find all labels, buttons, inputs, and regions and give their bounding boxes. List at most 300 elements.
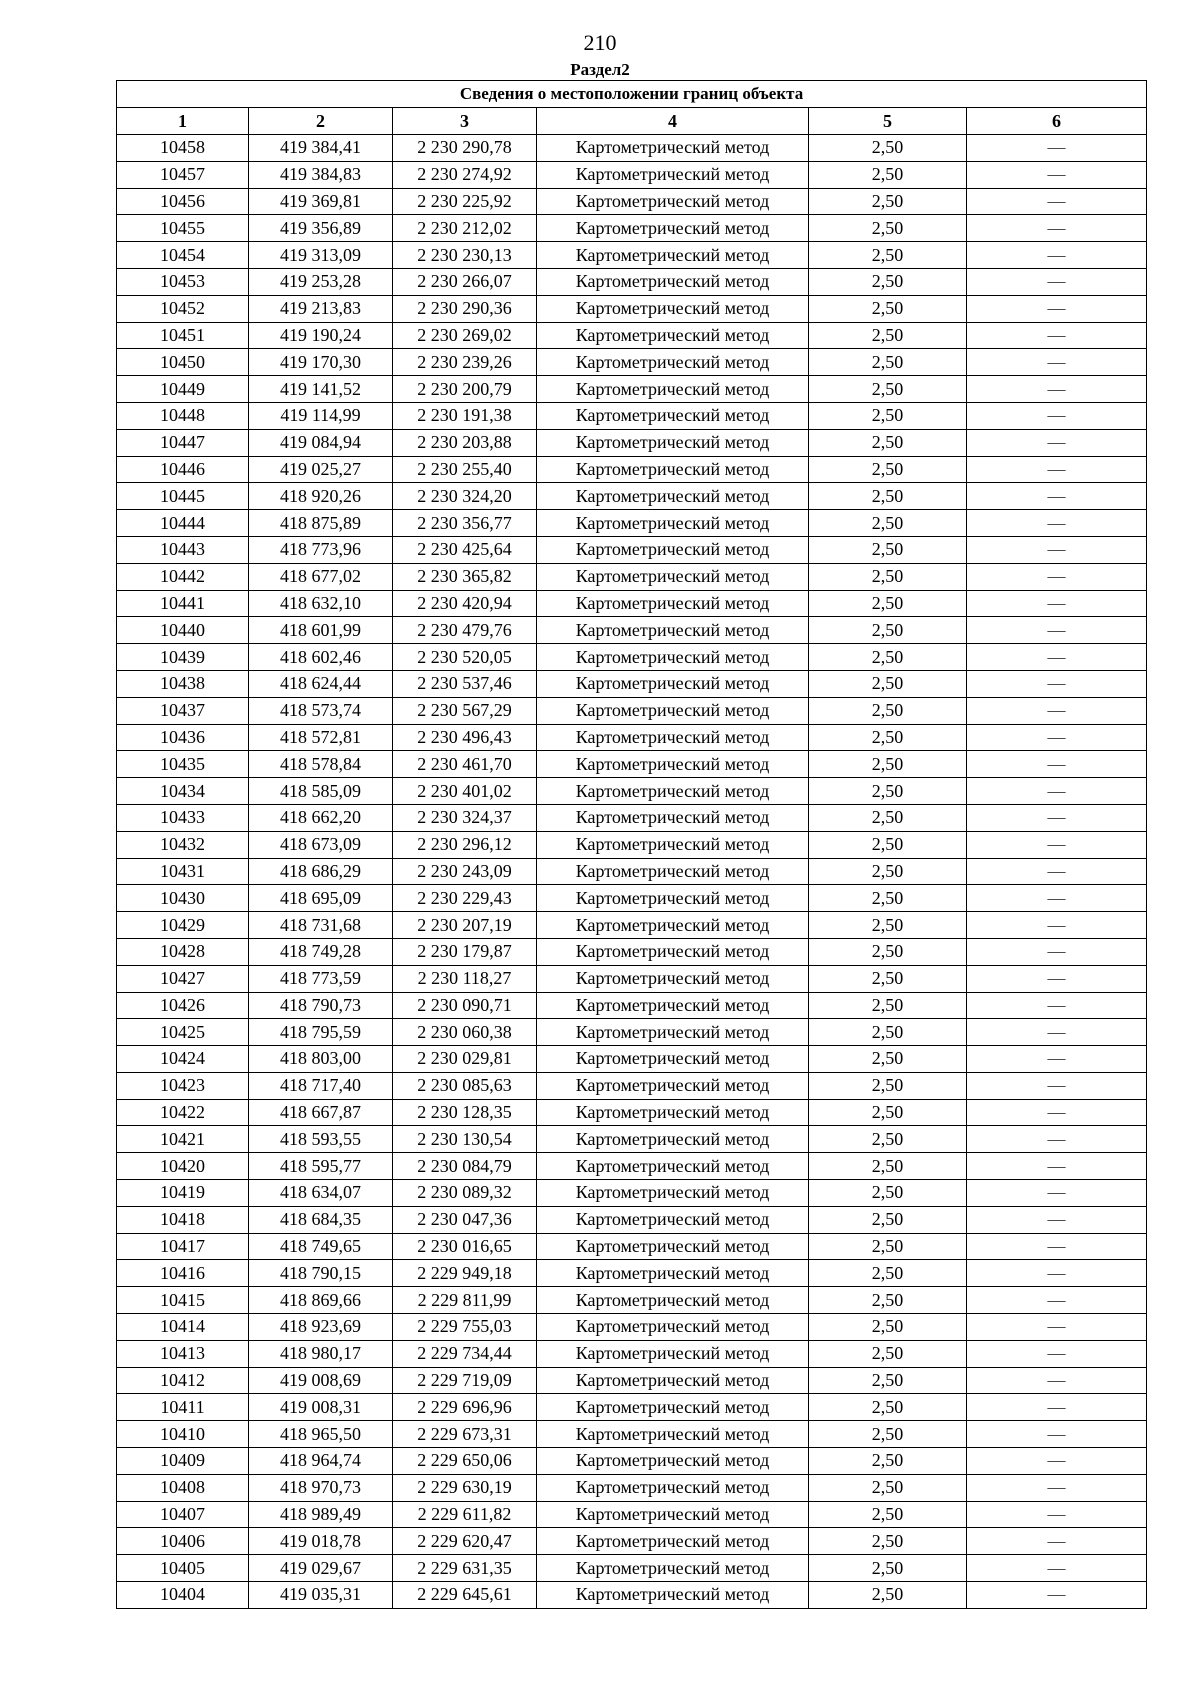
description-cell: — [967,429,1147,456]
description-cell: — [967,402,1147,429]
point-number-cell: 10443 [117,536,249,563]
y-coordinate-cell: 2 230 084,79 [393,1153,537,1180]
y-coordinate-cell: 2 229 719,09 [393,1367,537,1394]
point-number-cell: 10414 [117,1314,249,1341]
table-row [117,1314,1147,1341]
accuracy-cell: 2,50 [809,1072,967,1099]
x-coordinate-cell: 419 141,52 [249,376,393,403]
point-number-cell: 10427 [117,965,249,992]
table-row [117,724,1147,751]
table-row [117,1421,1147,1448]
description-cell: — [967,1421,1147,1448]
point-number-cell: 10454 [117,242,249,269]
point-number-cell: 10456 [117,188,249,215]
method-cell: Картометрический метод [537,1474,809,1501]
table-row [117,402,1147,429]
accuracy-cell: 2,50 [809,590,967,617]
method-cell: Картометрический метод [537,724,809,751]
method-cell: Картометрический метод [537,804,809,831]
table-row [117,1260,1147,1287]
table-row [117,1394,1147,1421]
x-coordinate-cell: 418 578,84 [249,751,393,778]
x-coordinate-cell: 418 595,77 [249,1153,393,1180]
method-cell: Картометрический метод [537,778,809,805]
y-coordinate-cell: 2 230 365,82 [393,563,537,590]
point-number-cell: 10453 [117,268,249,295]
description-cell: — [967,563,1147,590]
table-row [117,429,1147,456]
table-row [117,536,1147,563]
accuracy-cell: 2,50 [809,1340,967,1367]
x-coordinate-cell: 418 790,15 [249,1260,393,1287]
table-row [117,161,1147,188]
x-coordinate-cell: 418 677,02 [249,563,393,590]
description-cell: — [967,1260,1147,1287]
x-coordinate-cell: 418 717,40 [249,1072,393,1099]
x-coordinate-cell: 418 632,10 [249,590,393,617]
point-number-cell: 10421 [117,1126,249,1153]
method-cell: Картометрический метод [537,1555,809,1582]
table-row [117,322,1147,349]
description-cell: — [967,295,1147,322]
description-cell: — [967,965,1147,992]
point-number-cell: 10441 [117,590,249,617]
x-coordinate-cell: 419 025,27 [249,456,393,483]
point-number-cell: 10409 [117,1448,249,1475]
y-coordinate-cell: 2 230 324,20 [393,483,537,510]
x-coordinate-cell: 419 170,30 [249,349,393,376]
x-coordinate-cell: 418 920,26 [249,483,393,510]
description-cell: — [967,161,1147,188]
point-number-cell: 10407 [117,1501,249,1528]
x-coordinate-cell: 418 731,68 [249,912,393,939]
method-cell: Картометрический метод [537,349,809,376]
description-cell: — [967,1555,1147,1582]
table-row [117,135,1147,162]
x-coordinate-cell: 418 585,09 [249,778,393,805]
table-row [117,1287,1147,1314]
method-cell: Картометрический метод [537,215,809,242]
table-row [117,1555,1147,1582]
y-coordinate-cell: 2 230 212,02 [393,215,537,242]
accuracy-cell: 2,50 [809,429,967,456]
table-row [117,1501,1147,1528]
accuracy-cell: 2,50 [809,670,967,697]
y-coordinate-cell: 2 230 567,29 [393,697,537,724]
description-cell: — [967,804,1147,831]
table-row [117,483,1147,510]
method-cell: Картометрический метод [537,1019,809,1046]
x-coordinate-cell: 419 190,24 [249,322,393,349]
method-cell: Картометрический метод [537,1421,809,1448]
method-cell: Картометрический метод [537,402,809,429]
accuracy-cell: 2,50 [809,510,967,537]
description-cell: — [967,1019,1147,1046]
x-coordinate-cell: 418 686,29 [249,858,393,885]
point-number-cell: 10425 [117,1019,249,1046]
accuracy-cell: 2,50 [809,644,967,671]
description-cell: — [967,831,1147,858]
table-header-row [117,108,1147,135]
accuracy-cell: 2,50 [809,858,967,885]
method-cell: Картометрический метод [537,590,809,617]
y-coordinate-cell: 2 229 949,18 [393,1260,537,1287]
y-coordinate-cell: 2 229 620,47 [393,1528,537,1555]
y-coordinate-cell: 2 230 179,87 [393,938,537,965]
table-row [117,1072,1147,1099]
table-row [117,1233,1147,1260]
x-coordinate-cell: 418 749,65 [249,1233,393,1260]
page-number: 210 [583,30,617,55]
y-coordinate-cell: 2 230 191,38 [393,402,537,429]
description-cell: — [967,1367,1147,1394]
accuracy-cell: 2,50 [809,563,967,590]
description-cell: — [967,1233,1147,1260]
accuracy-cell: 2,50 [809,1153,967,1180]
table-row [117,1206,1147,1233]
table-row [117,1019,1147,1046]
point-number-cell: 10424 [117,1046,249,1073]
column-header: 3 [393,108,537,135]
accuracy-cell: 2,50 [809,322,967,349]
description-cell: — [967,1180,1147,1207]
description-cell: — [967,1582,1147,1609]
table-row [117,644,1147,671]
x-coordinate-cell: 418 695,09 [249,885,393,912]
description-cell: — [967,778,1147,805]
y-coordinate-cell: 2 230 425,64 [393,536,537,563]
accuracy-cell: 2,50 [809,295,967,322]
description-cell: — [967,268,1147,295]
method-cell: Картометрический метод [537,1448,809,1475]
table-row [117,1126,1147,1153]
y-coordinate-cell: 2 230 266,07 [393,268,537,295]
point-number-cell: 10455 [117,215,249,242]
x-coordinate-cell: 419 213,83 [249,295,393,322]
y-coordinate-cell: 2 229 650,06 [393,1448,537,1475]
point-number-cell: 10446 [117,456,249,483]
y-coordinate-cell: 2 230 461,70 [393,751,537,778]
table-row [117,376,1147,403]
point-number-cell: 10418 [117,1206,249,1233]
section-label: Раздел2 [570,60,630,79]
accuracy-cell: 2,50 [809,1314,967,1341]
accuracy-cell: 2,50 [809,242,967,269]
x-coordinate-cell: 418 773,59 [249,965,393,992]
x-coordinate-cell: 418 634,07 [249,1180,393,1207]
accuracy-cell: 2,50 [809,1367,967,1394]
accuracy-cell: 2,50 [809,1421,967,1448]
x-coordinate-cell: 418 869,66 [249,1287,393,1314]
point-number-cell: 10405 [117,1555,249,1582]
y-coordinate-cell: 2 230 290,36 [393,295,537,322]
column-header: 4 [537,108,809,135]
description-cell: — [967,858,1147,885]
table-row [117,1340,1147,1367]
x-coordinate-cell: 418 624,44 [249,670,393,697]
method-cell: Картометрический метод [537,644,809,671]
point-number-cell: 10436 [117,724,249,751]
description-cell: — [967,242,1147,269]
y-coordinate-cell: 2 230 090,71 [393,992,537,1019]
point-number-cell: 10422 [117,1099,249,1126]
table-row [117,456,1147,483]
x-coordinate-cell: 419 008,31 [249,1394,393,1421]
point-number-cell: 10434 [117,778,249,805]
point-number-cell: 10447 [117,429,249,456]
table-row [117,1099,1147,1126]
y-coordinate-cell: 2 229 645,61 [393,1582,537,1609]
description-cell: — [967,1072,1147,1099]
table-row [117,1448,1147,1475]
method-cell: Картометрический метод [537,1072,809,1099]
table-row [117,858,1147,885]
accuracy-cell: 2,50 [809,215,967,242]
point-number-cell: 10428 [117,938,249,965]
x-coordinate-cell: 418 601,99 [249,617,393,644]
method-cell: Картометрический метод [537,268,809,295]
y-coordinate-cell: 2 230 016,65 [393,1233,537,1260]
method-cell: Картометрический метод [537,1126,809,1153]
accuracy-cell: 2,50 [809,1474,967,1501]
table-row [117,349,1147,376]
method-cell: Картометрический метод [537,1394,809,1421]
table-row [117,1153,1147,1180]
accuracy-cell: 2,50 [809,1260,967,1287]
x-coordinate-cell: 418 790,73 [249,992,393,1019]
table-row [117,992,1147,1019]
description-cell: — [967,1314,1147,1341]
accuracy-cell: 2,50 [809,402,967,429]
description-cell: — [967,1474,1147,1501]
y-coordinate-cell: 2 229 734,44 [393,1340,537,1367]
accuracy-cell: 2,50 [809,751,967,778]
description-cell: — [967,644,1147,671]
method-cell: Картометрический метод [537,1046,809,1073]
column-header: 5 [809,108,967,135]
point-number-cell: 10457 [117,161,249,188]
description-cell: — [967,1046,1147,1073]
description-cell: — [967,1448,1147,1475]
description-cell: — [967,322,1147,349]
accuracy-cell: 2,50 [809,1180,967,1207]
x-coordinate-cell: 418 965,50 [249,1421,393,1448]
method-cell: Картометрический метод [537,295,809,322]
table-row [117,1528,1147,1555]
accuracy-cell: 2,50 [809,1528,967,1555]
table-row [117,215,1147,242]
y-coordinate-cell: 2 229 611,82 [393,1501,537,1528]
point-number-cell: 10451 [117,322,249,349]
table-caption: Сведения о местоположении границ объекта [117,81,1147,108]
point-number-cell: 10440 [117,617,249,644]
table-row [117,831,1147,858]
y-coordinate-cell: 2 230 128,35 [393,1099,537,1126]
y-coordinate-cell: 2 229 631,35 [393,1555,537,1582]
description-cell: — [967,1126,1147,1153]
y-coordinate-cell: 2 230 089,32 [393,1180,537,1207]
y-coordinate-cell: 2 230 324,37 [393,804,537,831]
x-coordinate-cell: 418 803,00 [249,1046,393,1073]
method-cell: Картометрический метод [537,1582,809,1609]
point-number-cell: 10432 [117,831,249,858]
description-cell: — [967,349,1147,376]
y-coordinate-cell: 2 230 130,54 [393,1126,537,1153]
table-body [117,135,1147,1609]
accuracy-cell: 2,50 [809,349,967,376]
table-row [117,268,1147,295]
method-cell: Картометрический метод [537,161,809,188]
x-coordinate-cell: 418 795,59 [249,1019,393,1046]
description-cell: — [967,1394,1147,1421]
accuracy-cell: 2,50 [809,1126,967,1153]
x-coordinate-cell: 419 084,94 [249,429,393,456]
y-coordinate-cell: 2 230 274,92 [393,161,537,188]
method-cell: Картометрический метод [537,965,809,992]
method-cell: Картометрический метод [537,429,809,456]
y-coordinate-cell: 2 229 755,03 [393,1314,537,1341]
accuracy-cell: 2,50 [809,885,967,912]
method-cell: Картометрический метод [537,135,809,162]
accuracy-cell: 2,50 [809,938,967,965]
method-cell: Картометрический метод [537,1233,809,1260]
accuracy-cell: 2,50 [809,1555,967,1582]
table-row [117,1180,1147,1207]
description-cell: — [967,510,1147,537]
point-number-cell: 10435 [117,751,249,778]
description-cell: — [967,751,1147,778]
y-coordinate-cell: 2 230 290,78 [393,135,537,162]
table-row [117,804,1147,831]
description-cell: — [967,376,1147,403]
x-coordinate-cell: 419 114,99 [249,402,393,429]
table-row [117,617,1147,644]
y-coordinate-cell: 2 229 811,99 [393,1287,537,1314]
y-coordinate-cell: 2 229 630,19 [393,1474,537,1501]
x-coordinate-cell: 418 573,74 [249,697,393,724]
method-cell: Картометрический метод [537,1099,809,1126]
method-cell: Картометрический метод [537,1180,809,1207]
method-cell: Картометрический метод [537,751,809,778]
accuracy-cell: 2,50 [809,778,967,805]
point-number-cell: 10412 [117,1367,249,1394]
accuracy-cell: 2,50 [809,1501,967,1528]
point-number-cell: 10452 [117,295,249,322]
x-coordinate-cell: 419 018,78 [249,1528,393,1555]
accuracy-cell: 2,50 [809,724,967,751]
point-number-cell: 10415 [117,1287,249,1314]
table-row [117,510,1147,537]
method-cell: Картометрический метод [537,188,809,215]
column-header: 1 [117,108,249,135]
y-coordinate-cell: 2 230 230,13 [393,242,537,269]
description-cell: — [967,1528,1147,1555]
x-coordinate-cell: 419 253,28 [249,268,393,295]
method-cell: Картометрический метод [537,938,809,965]
y-coordinate-cell: 2 230 118,27 [393,965,537,992]
accuracy-cell: 2,50 [809,1394,967,1421]
y-coordinate-cell: 2 230 229,43 [393,885,537,912]
table-row [117,912,1147,939]
method-cell: Картометрический метод [537,670,809,697]
point-number-cell: 10416 [117,1260,249,1287]
point-number-cell: 10413 [117,1340,249,1367]
x-coordinate-cell: 418 970,73 [249,1474,393,1501]
x-coordinate-cell: 418 602,46 [249,644,393,671]
x-coordinate-cell: 419 008,69 [249,1367,393,1394]
x-coordinate-cell: 418 749,28 [249,938,393,965]
description-cell: — [967,617,1147,644]
table-row [117,1474,1147,1501]
accuracy-cell: 2,50 [809,1046,967,1073]
accuracy-cell: 2,50 [809,135,967,162]
point-number-cell: 10437 [117,697,249,724]
accuracy-cell: 2,50 [809,992,967,1019]
accuracy-cell: 2,50 [809,1582,967,1609]
accuracy-cell: 2,50 [809,1206,967,1233]
point-number-cell: 10439 [117,644,249,671]
x-coordinate-cell: 418 773,96 [249,536,393,563]
y-coordinate-cell: 2 230 420,94 [393,590,537,617]
accuracy-cell: 2,50 [809,831,967,858]
point-number-cell: 10444 [117,510,249,537]
x-coordinate-cell: 419 356,89 [249,215,393,242]
accuracy-cell: 2,50 [809,617,967,644]
method-cell: Картометрический метод [537,483,809,510]
method-cell: Картометрический метод [537,1206,809,1233]
x-coordinate-cell: 419 035,31 [249,1582,393,1609]
y-coordinate-cell: 2 230 085,63 [393,1072,537,1099]
accuracy-cell: 2,50 [809,912,967,939]
description-cell: — [967,912,1147,939]
description-cell: — [967,188,1147,215]
table-row [117,751,1147,778]
method-cell: Картометрический метод [537,322,809,349]
accuracy-cell: 2,50 [809,483,967,510]
method-cell: Картометрический метод [537,617,809,644]
description-cell: — [967,938,1147,965]
column-header: 2 [249,108,393,135]
accuracy-cell: 2,50 [809,1019,967,1046]
point-number-cell: 10449 [117,376,249,403]
x-coordinate-cell: 418 923,69 [249,1314,393,1341]
method-cell: Картометрический метод [537,456,809,483]
x-coordinate-cell: 419 384,83 [249,161,393,188]
y-coordinate-cell: 2 230 520,05 [393,644,537,671]
accuracy-cell: 2,50 [809,1099,967,1126]
y-coordinate-cell: 2 230 269,02 [393,322,537,349]
description-cell: — [967,135,1147,162]
description-cell: — [967,483,1147,510]
method-cell: Картометрический метод [537,1314,809,1341]
point-number-cell: 10408 [117,1474,249,1501]
point-number-cell: 10419 [117,1180,249,1207]
point-number-cell: 10410 [117,1421,249,1448]
accuracy-cell: 2,50 [809,161,967,188]
description-cell: — [967,1099,1147,1126]
y-coordinate-cell: 2 230 203,88 [393,429,537,456]
y-coordinate-cell: 2 230 047,36 [393,1206,537,1233]
table-row [117,1367,1147,1394]
table-caption-row [117,81,1147,108]
table-row [117,188,1147,215]
method-cell: Картометрический метод [537,1501,809,1528]
description-cell: — [967,885,1147,912]
y-coordinate-cell: 2 230 496,43 [393,724,537,751]
accuracy-cell: 2,50 [809,268,967,295]
x-coordinate-cell: 418 667,87 [249,1099,393,1126]
description-cell: — [967,1206,1147,1233]
